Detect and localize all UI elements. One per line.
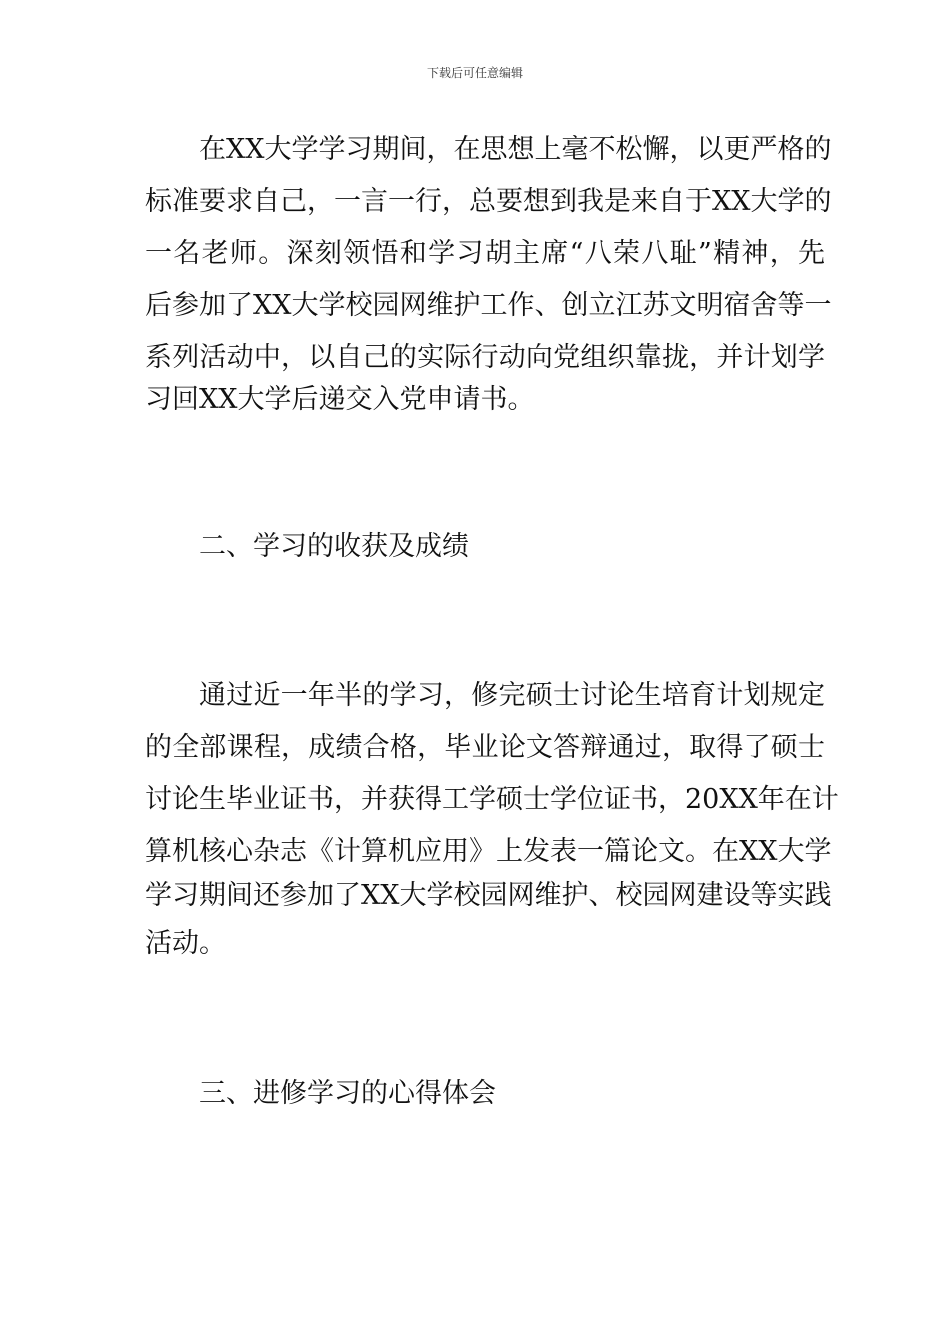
section-heading-achievements: 二、学习的收获及成绩	[199, 531, 469, 562]
paragraph-line: 的全部课程，成绩合格，毕业论文答辩通过，取得了硕士	[145, 732, 825, 763]
paragraph-line: 标准要求自己，一言一行，总要想到我是来自于XX大学的	[145, 186, 832, 217]
paragraph-line: 习回XX大学后递交入党申请书。	[145, 384, 535, 415]
paragraph-line: 讨论生毕业证书，并获得工学硕士学位证书，20XX年在计	[145, 784, 839, 815]
paragraph-line: 活动。	[145, 928, 226, 959]
paragraph-line: 一名老师。深刻领悟和学习胡主席“八荣八耻”精神，先	[145, 238, 825, 269]
page-header-note: 下载后可任意编辑	[426, 66, 523, 80]
paragraph-line: 通过近一年半的学习，修完硕士讨论生培育计划规定	[199, 680, 825, 711]
paragraph-line: 算机核心杂志《计算机应用》上发表一篇论文。在XX大学	[145, 836, 832, 867]
section-heading-experience: 三、进修学习的心得体会	[199, 1078, 496, 1109]
paragraph-line: 学习期间还参加了XX大学校园网维护、校园网建设等实践	[145, 880, 832, 911]
paragraph-line: 在XX大学学习期间，在思想上毫不松懈，以更严格的	[199, 134, 832, 165]
paragraph-line: 后参加了XX大学校园网维护工作、创立江苏文明宿舍等一	[145, 290, 832, 321]
paragraph-line: 系列活动中，以自己的实际行动向党组织靠拢，并计划学	[145, 342, 825, 373]
